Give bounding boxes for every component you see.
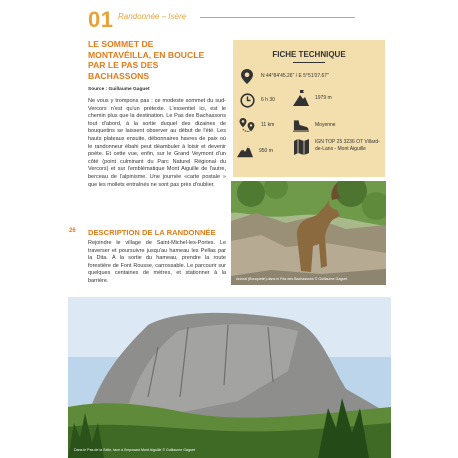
fiche-map xyxy=(293,139,385,155)
fiche-elevation xyxy=(237,143,273,159)
duration-value: 6 h 30 xyxy=(261,96,275,103)
section-title: DESCRIPTION DE LA RANDONNÉE xyxy=(88,228,216,237)
mountain-photo xyxy=(68,297,391,458)
fiche-duration xyxy=(239,92,275,108)
elevation-mountains-icon xyxy=(237,143,253,159)
fiche-distance xyxy=(239,117,274,133)
altitude-value: 1979 m xyxy=(315,94,332,101)
fiche-technique xyxy=(233,40,385,177)
fiche-altitude xyxy=(293,90,332,106)
chapter-number: 01 xyxy=(88,7,114,32)
article-intro: Ne vous y trompons pas : ce modeste sommet du sud-Vercors n'est qu'un prétexte. L'essentiel ici, est le chemin plus que la destination. Le Pas des Bachassons tout d'abord, à la sortie duquel des dizaines de bouquetins se laissent observer au début de l'été. Les hauts plateaux ensuite, débonnaires havres de paix où le randonneur ébahi peut déambuler à loisir et devenir poète. Et cette vue, enfin, sur le Grand Veymont d'un côté (point culminant du Parc Naturel Régional du Vercors) et sur l'emblématique Mont Aiguille de l'autre, berceau de l'alpinisme. Une journée «carte postale » que les mollets entraînés ne sont pas près d'oublier. xyxy=(88,98,226,188)
chapter-rule xyxy=(200,17,355,18)
clock-icon xyxy=(239,92,255,108)
ibex-photo-illustration xyxy=(231,181,386,285)
mountain-photo-illustration xyxy=(68,297,391,458)
map-icon xyxy=(293,139,309,155)
hiking-boot-icon xyxy=(293,117,309,133)
page-number: 26 xyxy=(69,228,76,234)
level-value: Moyenne xyxy=(315,121,336,128)
section-text: Rejoindre le village de Saint-Michel-les-Portes. Le traverser et poursuivre jusqu'au hameau les Pellas par la Dita. À la sortie du hameau, prendre la route forestière de Font Rousse, carrossable. Le parcourir sur quelques centaines de mètres, et stationner à la barrière. xyxy=(88,240,226,284)
fiche-title: FICHE TECHNIQUE xyxy=(272,50,346,59)
mountain-photo-caption: Dans le Pas de la Selle, face à l'imposant Mont Aiguille © Guillaume Gaguet xyxy=(74,448,195,452)
fiche-divider xyxy=(293,62,325,63)
coordinates-value: N 44°84'45.26" / E 5°51'07.67" xyxy=(261,72,329,79)
fiche-coordinates xyxy=(239,68,329,84)
article-title: LE SOMMET DE MONTAVÉILLA, EN BOUCLE PAR LE PAS DES BACHASSONS xyxy=(88,39,205,81)
distance-value: 11 km xyxy=(261,121,275,128)
summit-icon xyxy=(293,90,309,106)
distance-pins-icon xyxy=(239,117,255,133)
article-source: Source : Guillaume Gaguet xyxy=(88,87,150,92)
map-reference: IGN TOP 25 3236 OT Villard-de-Lans - Mont Aiguille xyxy=(315,139,380,152)
ibex-photo xyxy=(231,181,386,285)
fiche-level xyxy=(293,117,336,133)
elevation-value: 950 m xyxy=(259,147,273,154)
chapter-subtitle: Randonnée – Isère xyxy=(118,12,187,21)
location-pin-icon xyxy=(239,68,255,84)
ibex-photo-caption: Animal (Bouquetin) dans le Pas des Bachassons © Guillaume Gaguet xyxy=(236,277,348,281)
